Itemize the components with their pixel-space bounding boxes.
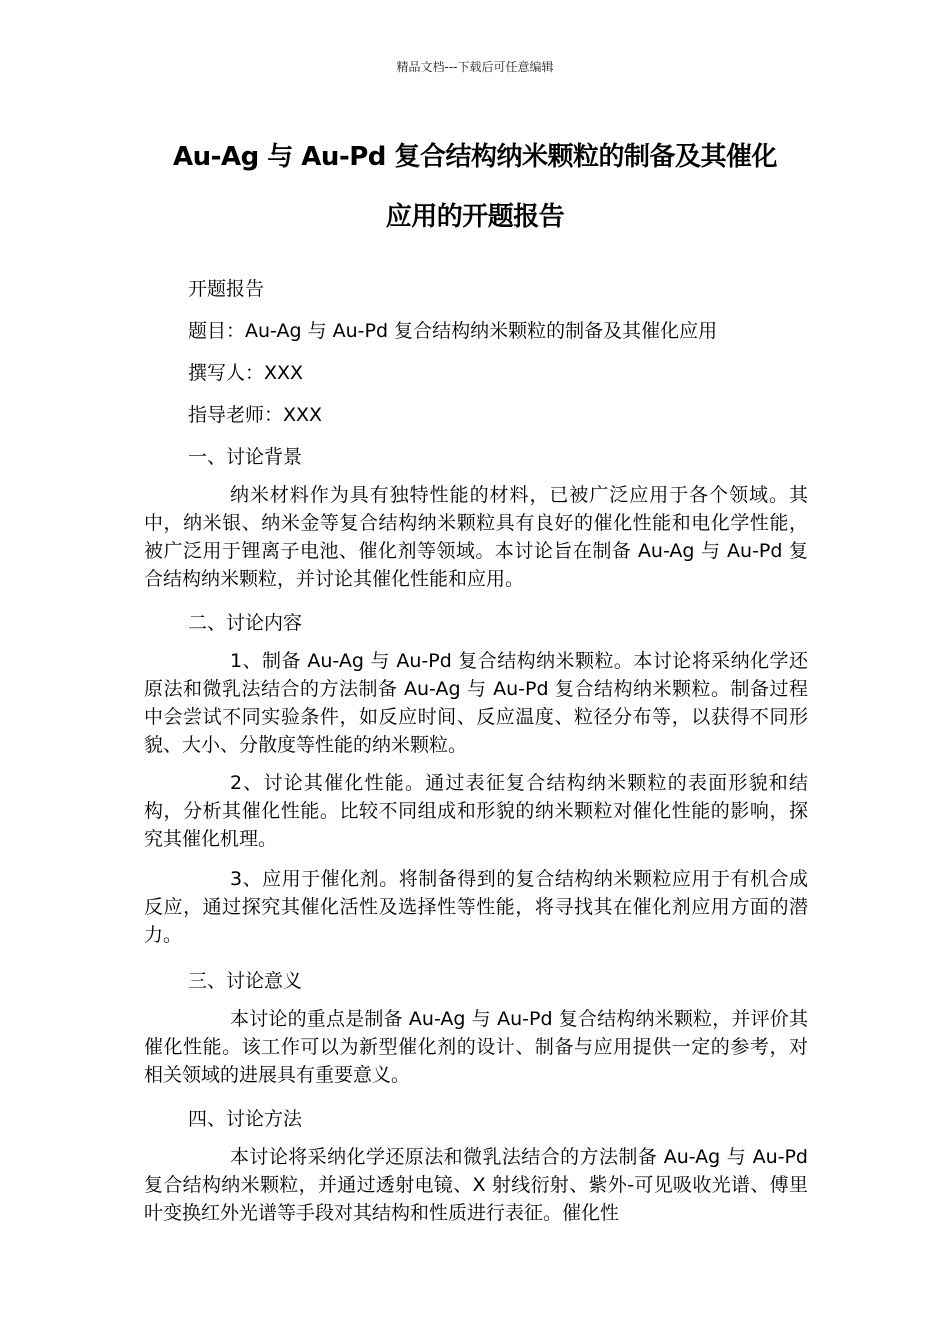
section-heading-content: 二、讨论内容 xyxy=(188,612,303,634)
document-title-line-2: 应用的开题报告 xyxy=(385,202,565,232)
author-line: 撰写人：XXX xyxy=(188,362,304,384)
section-heading-significance: 三、讨论意义 xyxy=(188,970,303,992)
report-label: 开题报告 xyxy=(188,278,265,300)
header-note: 精品文档---下载后可任意编辑 xyxy=(396,60,554,74)
advisor-line: 指导老师：XXX xyxy=(188,404,323,426)
section-heading-method: 四、讨论方法 xyxy=(188,1108,303,1130)
section-heading-background: 一、讨论背景 xyxy=(188,446,303,468)
document-title-line-1: Au-Ag 与 Au-Pd 复合结构纳米颗粒的制备及其催化 xyxy=(173,142,777,172)
content-item-1: 1、制备 Au-Ag 与 Au-Pd 复合结构纳米颗粒。本讨论将采纳化学还原法和微乳法结合的方法制备 Au-Ag 与 Au-Pd 复合结构纳米颗粒。制备过程中会尝试不同实验条件，如反应时间、反应温度、粒径分布等，以获得不同形貌、大小、分散度等性能的纳米颗粒。 xyxy=(144,650,808,756)
significance-paragraph: 本讨论的重点是制备 Au-Ag 与 Au-Pd 复合结构纳米颗粒，并评价其催化性能。该工作可以为新型催化剂的设计、制备与应用提供一定的参考，对相关领域的进展具有重要意义。 xyxy=(144,1008,808,1086)
content-item-3: 3、应用于催化剂。将制备得到的复合结构纳米颗粒应用于有机合成反应，通过探究其催化活性及选择性等性能，将寻找其在催化剂应用方面的潜力。 xyxy=(144,868,808,946)
topic-line: 题目：Au-Ag 与 Au-Pd 复合结构纳米颗粒的制备及其催化应用 xyxy=(188,320,718,342)
method-paragraph: 本讨论将采纳化学还原法和微乳法结合的方法制备 Au-Ag 与 Au-Pd 复合结构纳米颗粒，并通过透射电镜、X 射线衍射、紫外-可见吸收光谱、傅里叶变换红外光谱等手段对其结构和性质进行表征。催化性 xyxy=(144,1146,808,1224)
content-item-2: 2、讨论其催化性能。通过表征复合结构纳米颗粒的表面形貌和结构，分析其催化性能。比较不同组成和形貌的纳米颗粒对催化性能的影响，探究其催化机理。 xyxy=(144,772,808,850)
background-paragraph: 纳米材料作为具有独特性能的材料，已被广泛应用于各个领域。其中，纳米银、纳米金等复合结构纳米颗粒具有良好的催化性能和电化学性能，被广泛用于锂离子电池、催化剂等领域。本讨论旨在制备 Au-Ag 与 Au-Pd 复合结构纳米颗粒，并讨论其催化性能和应用。 xyxy=(144,484,808,590)
